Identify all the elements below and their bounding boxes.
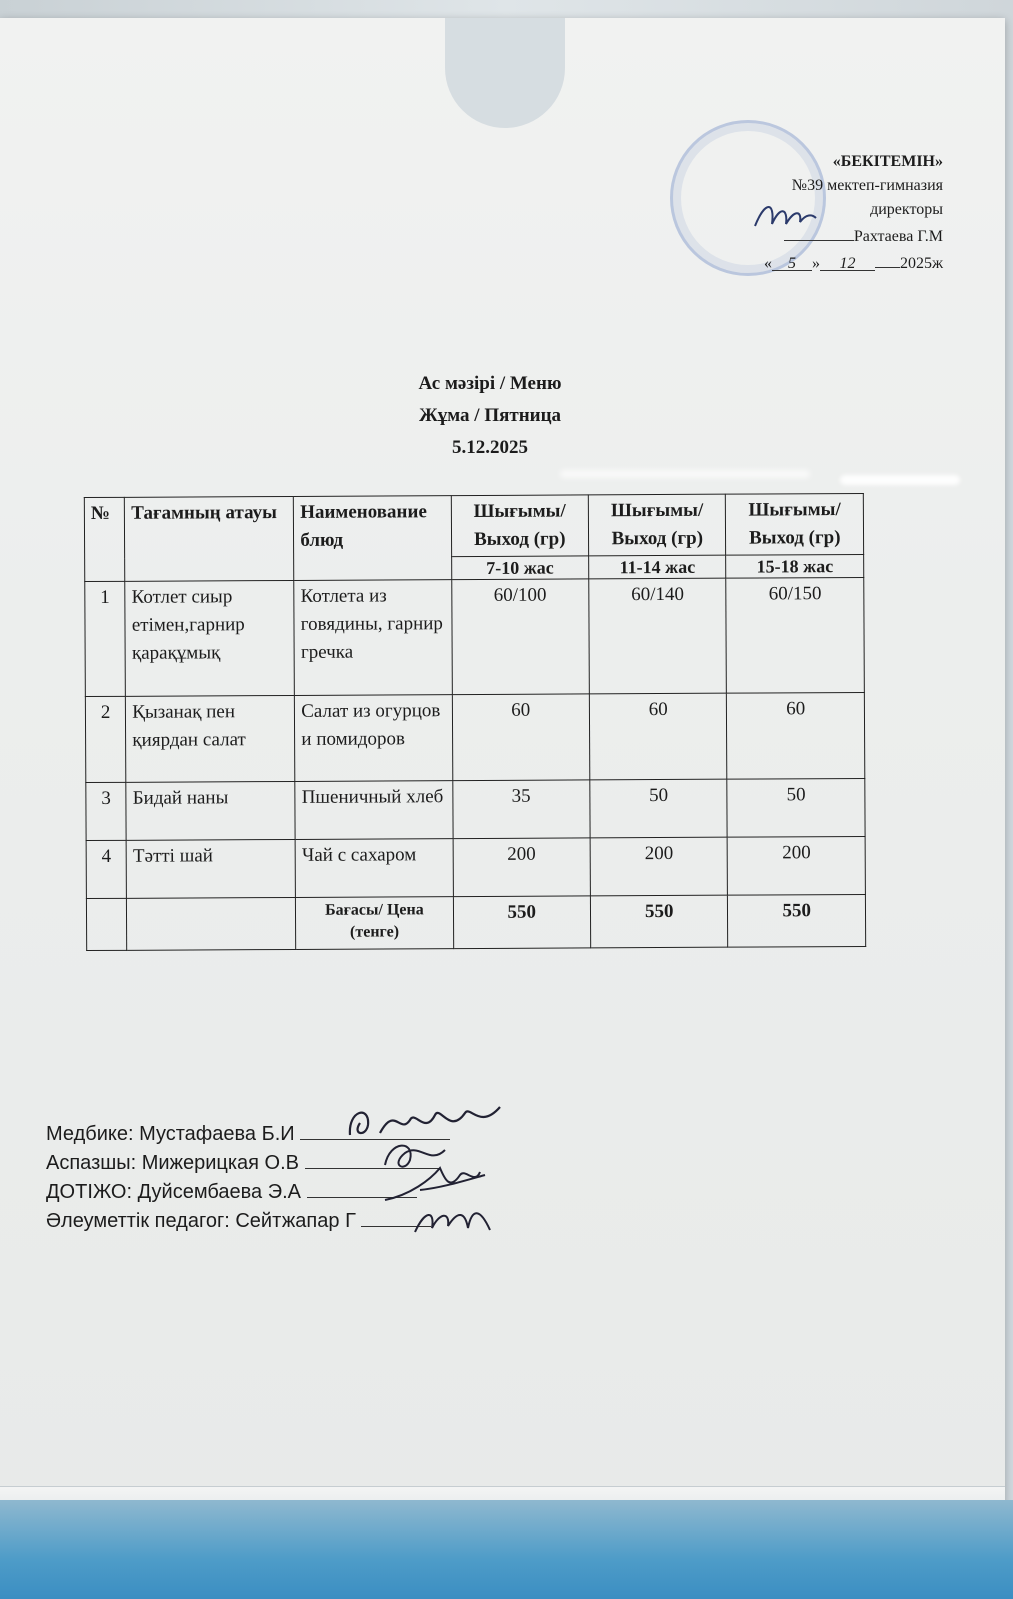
table-header-row: [84, 493, 863, 558]
signer-row: [46, 1207, 450, 1236]
output-value: 60/150: [726, 577, 864, 693]
director-signature: [750, 196, 820, 236]
output-value: 200: [728, 836, 866, 895]
row-num: 4: [86, 840, 127, 898]
signer-nurse: Медбике: Мустафаева Б.И: [46, 1123, 295, 1145]
menu-table: [84, 493, 866, 951]
signer-dotizho: ДОТІЖО: Дуйсембаева Э.А: [46, 1181, 301, 1203]
price-value: 550: [728, 894, 866, 947]
header-output: Шығымы/ Выход (гр): [726, 493, 864, 555]
table-row: [86, 836, 865, 898]
row-num: 1: [85, 581, 126, 696]
dish-name-ru: Салат из огурцов и помидоров: [295, 695, 453, 782]
output-value: 60: [452, 694, 590, 781]
header-num: №: [84, 497, 125, 581]
approval-school: №39 мектеп-гимназия: [791, 177, 943, 194]
table-row: [85, 692, 864, 782]
age-group: 15-18 жас: [726, 554, 864, 578]
price-empty-cell: [127, 897, 296, 950]
output-value: 50: [727, 778, 865, 837]
light-glare: [840, 475, 960, 485]
header-name-ru: Наименование блюд: [294, 496, 452, 581]
dish-name-ru: Пшеничный хлеб: [295, 781, 453, 840]
output-value: 60: [589, 693, 727, 780]
approval-role: директоры: [870, 201, 943, 218]
social-pedagogue-signature: [410, 1200, 500, 1240]
background-bottom: [0, 1500, 1013, 1599]
price-value: 550: [453, 896, 591, 949]
price-empty-cell: [86, 898, 127, 950]
price-label: Бағасы/ Цена (тенге): [296, 897, 454, 950]
output-value: 60/140: [589, 578, 727, 694]
dotizho-signature: [380, 1160, 490, 1205]
date-line: [875, 249, 900, 268]
light-glare: [560, 470, 810, 478]
output-value: 200: [590, 837, 728, 896]
price-value: 550: [590, 895, 728, 948]
approval-date: « 5 » 12 2025ж: [683, 249, 943, 276]
signer-cook: Аспазшы: Мижерицкая О.В: [46, 1152, 300, 1174]
sleeve-notch: [445, 18, 565, 128]
dish-name-kz: Бидай наны: [126, 781, 295, 840]
output-value: 35: [452, 780, 590, 839]
date-month: 12: [820, 252, 875, 271]
row-num: 2: [85, 696, 126, 782]
output-value: 60: [727, 692, 865, 779]
output-value: 50: [590, 779, 728, 838]
header-name-kz: Тағамның атауы: [125, 496, 294, 581]
title-date: 5.12.2025: [452, 437, 528, 458]
price-row: [86, 894, 865, 950]
dish-name-ru: Чай с сахаром: [295, 839, 453, 898]
age-group: 7-10 жас: [451, 556, 589, 580]
date-year: 2025ж: [899, 255, 943, 272]
menu-title: [0, 368, 980, 464]
output-value: 60/100: [451, 579, 589, 695]
approval-director-name: Рахтаева Г.М: [853, 228, 943, 245]
table-row: [86, 778, 865, 840]
approval-heading: «БЕКІТЕМІН»: [832, 153, 943, 170]
dish-name-ru: Котлета из говядины, гарнир гречка: [294, 580, 452, 696]
dish-name-kz: Котлет сиыр етімен,гарнир қарақұмық: [125, 580, 295, 696]
title-menu: Ас мәзірі / Меню: [418, 373, 562, 394]
row-num: 3: [86, 782, 127, 840]
dish-name-kz: Тәтті шай: [126, 839, 295, 898]
dish-name-kz: Қызанақ пен қиярдан салат: [126, 695, 295, 782]
date-day: 5: [772, 252, 812, 271]
signer-social-pedagogue: Әлеуметтік педагог: Сейтжапар Г: [46, 1210, 356, 1232]
table-row: [85, 577, 865, 696]
age-group: 11-14 жас: [589, 555, 727, 579]
header-output: Шығымы/ Выход (гр): [588, 494, 726, 556]
title-day: Жұма / Пятница: [418, 405, 562, 426]
header-output: Шығымы/ Выход (гр): [451, 495, 589, 557]
output-value: 200: [453, 838, 591, 897]
